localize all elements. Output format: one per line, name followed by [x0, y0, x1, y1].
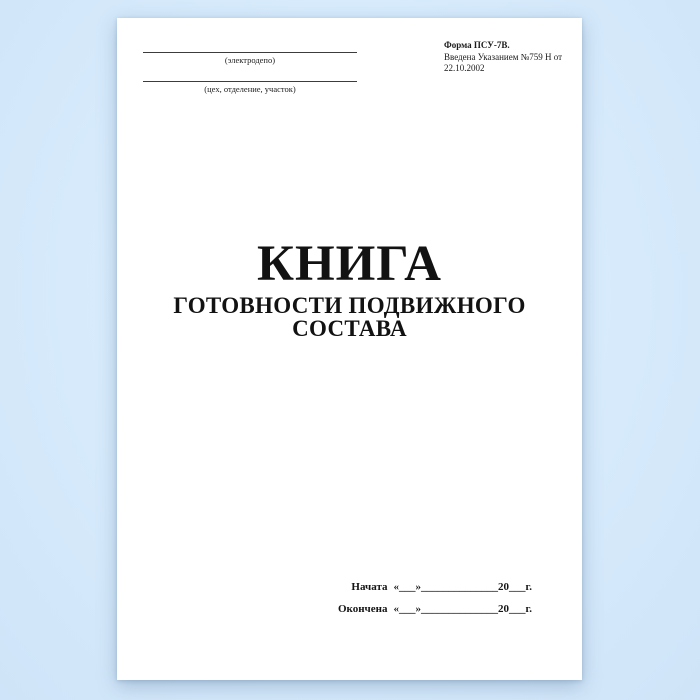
form-approved-date: 22.10.2002 — [444, 63, 485, 74]
form-code: Форма ПСУ-7В. — [444, 40, 510, 50]
electrodepot-label: (электродепо) — [224, 55, 276, 65]
finished-label: Окончена — [337, 603, 388, 616]
workshop-label: (цех, отделение, участок) — [204, 84, 296, 95]
document-page — [117, 18, 582, 680]
page-subtitle: ГОТОВНОСТИ ПОДВИЖНОГО СОСТАВА — [173, 293, 526, 341]
title-block — [117, 236, 582, 341]
header-left-fields — [143, 52, 357, 94]
page-title: КНИГА — [256, 236, 443, 292]
started-date-blank: «___»______________20___г. — [393, 581, 532, 593]
started-label: Начата — [351, 581, 388, 593]
form-info-block — [444, 40, 579, 75]
electrodepot-fill-line — [143, 52, 357, 53]
date-fields — [338, 581, 532, 615]
workshop-fill-line — [143, 81, 357, 82]
finished-date-blank: «___»______________20___г. — [393, 603, 532, 616]
form-approved-line: Введена Указанием №759 Н от — [444, 51, 563, 62]
spacer — [143, 65, 357, 81]
